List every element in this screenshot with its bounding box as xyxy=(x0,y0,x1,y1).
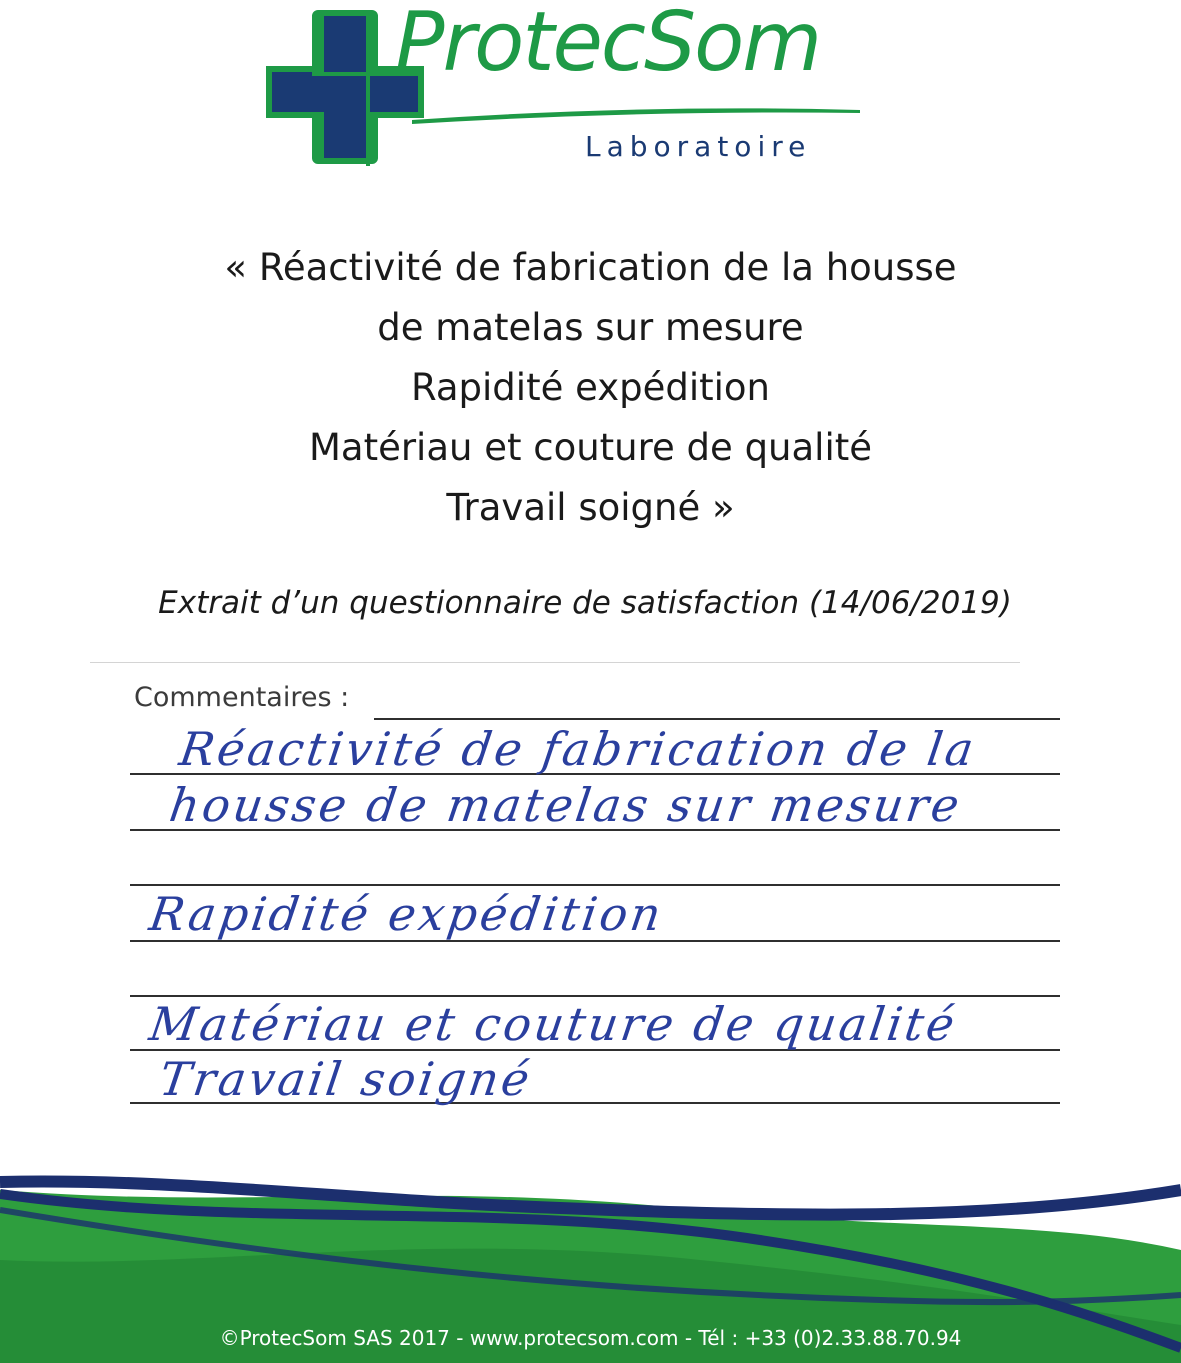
source-caption: Extrait d’un questionnaire de satisfaction (14/06/2019) xyxy=(158,585,1012,621)
handwritten-line: Travail soigné xyxy=(156,1052,536,1106)
quote-line: de matelas sur mesure xyxy=(377,306,804,349)
brand-name: ProtecSom xyxy=(395,0,821,90)
scanned-comment-form xyxy=(90,660,1070,1140)
quote-line: Rapidité expédition xyxy=(410,366,771,409)
handwritten-line: Réactivité de fabrication de la xyxy=(176,722,980,776)
quote-line: Travail soigné » xyxy=(446,486,735,529)
testimonial-quote xyxy=(0,238,1181,538)
quote-line: Matériau et couture de qualité xyxy=(308,426,873,469)
brand-subtitle: Laboratoire xyxy=(585,130,812,163)
footer-contact: ©ProtecSom SAS 2017 - www.protecsom.com - Tél : +33 (0)2.33.88.70.94 xyxy=(219,1326,962,1350)
handwritten-line: housse de matelas sur mesure xyxy=(166,778,966,832)
form-border xyxy=(90,662,1020,663)
ruled-line xyxy=(374,718,1060,720)
quote-line: « Réactivité de fabrication de la housse xyxy=(224,246,957,289)
comments-label: Commentaires : xyxy=(134,682,350,713)
ruled-line xyxy=(130,884,1060,886)
handwritten-line: Rapidité expédition xyxy=(146,887,668,941)
handwritten-line: Matériau et couture de qualité xyxy=(146,997,961,1051)
